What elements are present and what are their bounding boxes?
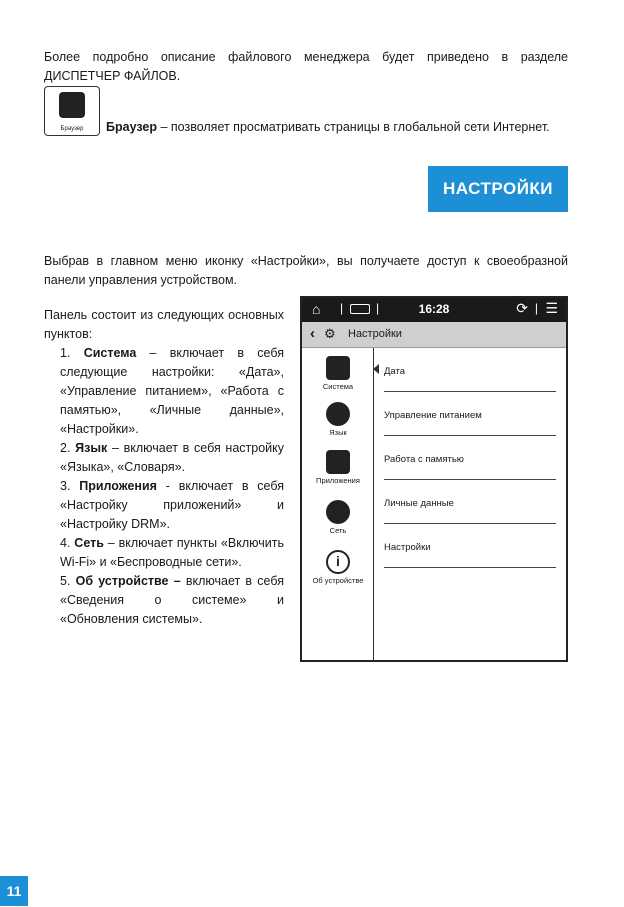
browser-text: – позволяет просматривать страницы в глобальной сети Интернет. [157, 120, 550, 134]
settings-points-list [44, 306, 284, 629]
list-item-applications: 3. Приложения - включает в себя «Настройку приложений» и «Настройку DRM». [60, 479, 284, 531]
wifi-icon [326, 500, 350, 524]
globe-icon [326, 402, 350, 426]
status-divider: | [376, 301, 380, 315]
sync-icon[interactable]: ⟳ [516, 300, 528, 316]
page-number: 11 [0, 876, 28, 906]
globe-icon [59, 92, 85, 118]
setting-item-personal[interactable]: Личные данные [384, 480, 556, 524]
settings-sidebar [302, 348, 374, 660]
selection-arrow-icon [374, 364, 380, 374]
setting-item-settings[interactable]: Настройки [384, 524, 556, 568]
list-item-system: 1. Система – включает в себя следующие настройки: «Дата», «Управление питанием», «Работа с памятью», «Личные данные», «Настройки». [60, 346, 284, 436]
system-icon [326, 356, 350, 380]
exit-icon [326, 450, 350, 474]
setting-item-date[interactable]: Дата [384, 348, 556, 392]
title-bar [302, 322, 566, 348]
list-item-about: 5. Об устройстве – включает в себя «Сведения о системе» и «Обновления системы». [60, 574, 284, 626]
nav-system[interactable]: Система [302, 356, 374, 391]
nav-applications[interactable]: Приложения [302, 450, 374, 485]
back-icon[interactable]: ‹ [310, 325, 315, 342]
nav-network[interactable]: Сеть [302, 500, 374, 535]
list-item-language: 2. Язык – включает в себя настройку «Языка», «Словаря». [60, 441, 284, 474]
browser-description [44, 118, 568, 137]
status-time: 16:28 [418, 302, 450, 316]
tools-icon: ⚙ [324, 326, 336, 341]
setting-item-memory[interactable]: Работа с памятью [384, 436, 556, 480]
device-screenshot [300, 296, 568, 662]
section-title: НАСТРОЙКИ [428, 166, 568, 212]
nav-about[interactable]: i Об устройстве [302, 550, 374, 585]
setting-item-power[interactable]: Управление питанием [384, 392, 556, 436]
nav-language[interactable]: Язык [302, 402, 374, 437]
settings-intro: Выбрав в главном меню иконку «Настройки», вы получаете доступ к своеобразной панели управления устройством. [44, 254, 568, 287]
menu-icon[interactable]: ☰ [545, 300, 558, 316]
screen-title: Настройки [348, 328, 402, 340]
list-intro: Панель состоит из следующих основных пунктов: [44, 308, 284, 341]
intro-paragraph: Более подробно описание файлового менеджера будет приведено в разделе ДИСПЕТЧЕР ФАЙЛОВ. [44, 50, 568, 83]
status-bar [302, 298, 566, 322]
status-divider: | [340, 301, 344, 315]
browser-title: Браузер [106, 120, 157, 134]
status-divider: | [534, 301, 538, 315]
home-icon[interactable]: ⌂ [312, 301, 321, 317]
list-item-network: 4. Сеть – включает пункты «Включить Wi-Fi» и «Беспроводные сети». [60, 536, 284, 569]
info-icon: i [326, 550, 350, 574]
browser-icon-label: Браузер [60, 126, 84, 132]
